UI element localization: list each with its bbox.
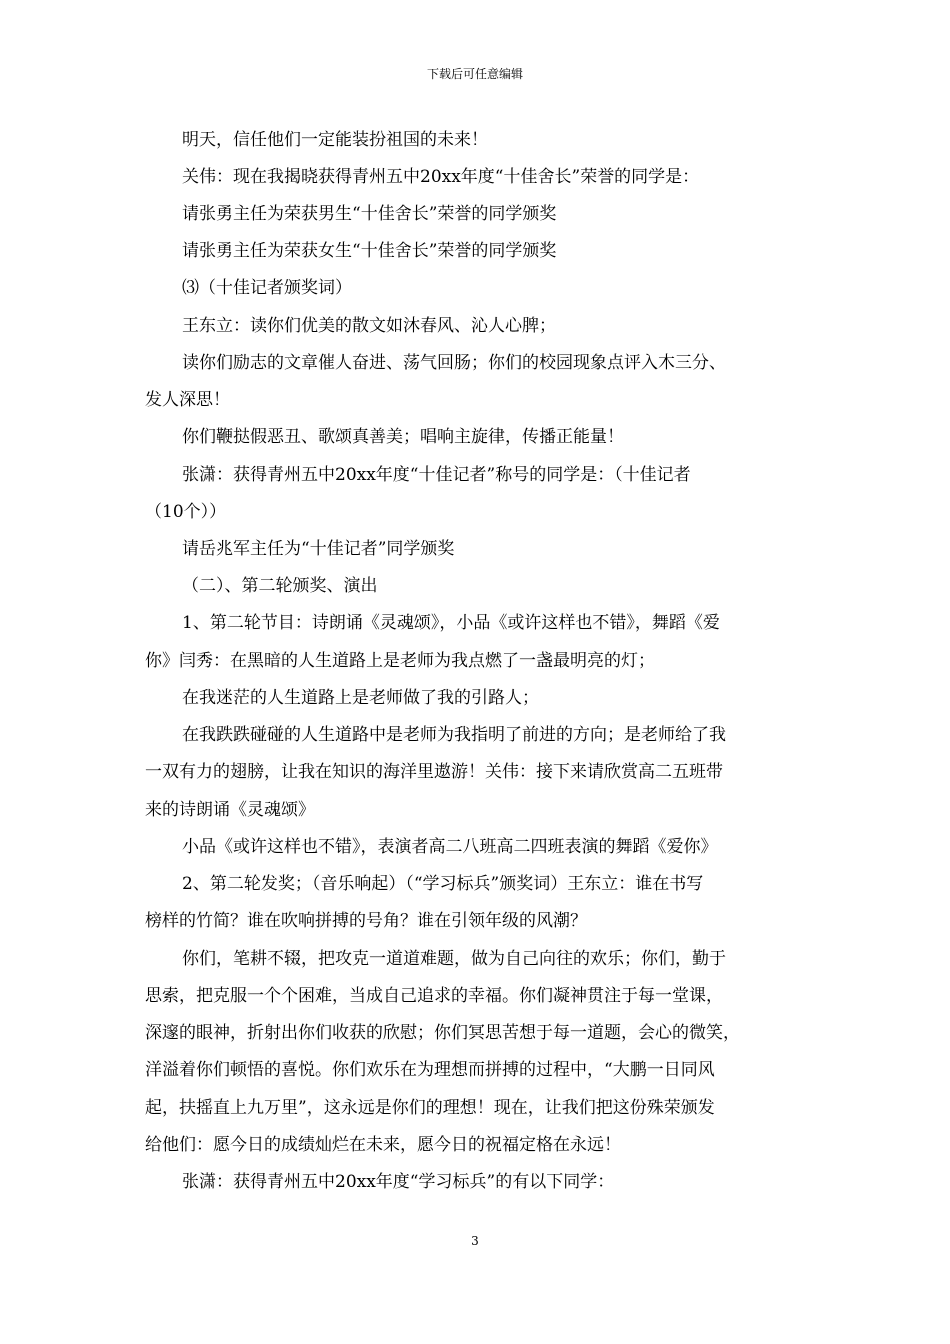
text-line: 你》闫秀：在黑暗的人生道路上是老师为我点燃了一盏最明亮的灯；: [145, 651, 655, 671]
text-line: 给他们：愿今日的成绩灿烂在未来，愿今日的祝福定格在永远！: [145, 1135, 621, 1155]
text-line: 小品《或许这样也不错》，表演者高二八班高二四班表演的舞蹈《爱你》: [182, 837, 718, 857]
text-line: 张潇：获得青州五中20xx年度“学习标兵”的有以下同学：: [182, 1172, 615, 1192]
text-line: 在我迷茫的人生道路上是老师做了我的引路人；: [182, 688, 539, 708]
text-line: 1、第二轮节目：诗朗诵《灵魂颂》，小品《或许这样也不错》，舞蹈《爱: [182, 613, 720, 633]
text-line: 深邃的眼神，折射出你们收获的欣慰；你们冥思苦想于每一道题，会心的微笑，: [145, 1023, 740, 1043]
text-line: 起，扶摇直上九万里”，这永远是你们的理想！现在，让我们把这份殊荣颁发: [145, 1098, 715, 1118]
text-line: 发人深思！: [145, 390, 230, 410]
text-line: 明天，信任他们一定能装扮祖国的未来！: [182, 130, 488, 150]
text-line: 王东立：读你们优美的散文如沐春风、沁人心脾；: [182, 316, 556, 336]
text-line: （10个））: [145, 502, 227, 522]
text-line: 2、第二轮发奖；（音乐响起）（“学习标兵”颁奖词）王东立：谁在书写: [182, 874, 704, 894]
text-line: 关伟：现在我揭晓获得青州五中20xx年度“十佳舍长”荣誉的同学是：: [182, 167, 700, 187]
text-line: ⑶（十佳记者颁奖词）: [182, 278, 352, 298]
text-line: 你们鞭挞假恶丑、歌颂真善美；唱响主旋律，传播正能量！: [182, 427, 624, 447]
text-line: 一双有力的翅膀，让我在知识的海洋里遨游！关伟：接下来请欣赏高二五班带: [145, 762, 723, 782]
text-line: 请张勇主任为荣获男生“十佳舍长”荣誉的同学颁奖: [182, 204, 557, 224]
text-line: 在我跌跌碰碰的人生道路中是老师为我指明了前进的方向；是老师给了我: [182, 725, 726, 745]
text-line: 来的诗朗诵《灵魂颂》: [145, 800, 315, 820]
text-line: 请岳兆军主任为“十佳记者”同学颁奖: [182, 539, 455, 559]
text-line: 洋溢着你们顿悟的喜悦。你们欢乐在为理想而拼搏的过程中，“大鹏一日同风: [145, 1060, 715, 1080]
page-number: 3: [471, 1234, 479, 1248]
page-header: 下载后可任意编辑: [426, 67, 523, 81]
text-line: 你们，笔耕不辍，把攻克一道道难题，做为自己向往的欢乐；你们，勤于: [182, 949, 726, 969]
text-line: 请张勇主任为荣获女生“十佳舍长”荣誉的同学颁奖: [182, 241, 557, 261]
text-line: （二）、第二轮颁奖、演出: [182, 576, 378, 596]
text-line: 读你们励志的文章催人奋进、荡气回肠；你们的校园现象点评入木三分、: [182, 353, 726, 373]
text-line: 榜样的竹简？谁在吹响拼搏的号角？谁在引领年级的风潮？: [145, 911, 587, 931]
text-line: 张潇：获得青州五中20xx年度“十佳记者”称号的同学是：（十佳记者: [182, 465, 691, 485]
text-line: 思索，把克服一个个困难，当成自己追求的幸福。你们凝神贯注于每一堂课，: [145, 986, 723, 1006]
